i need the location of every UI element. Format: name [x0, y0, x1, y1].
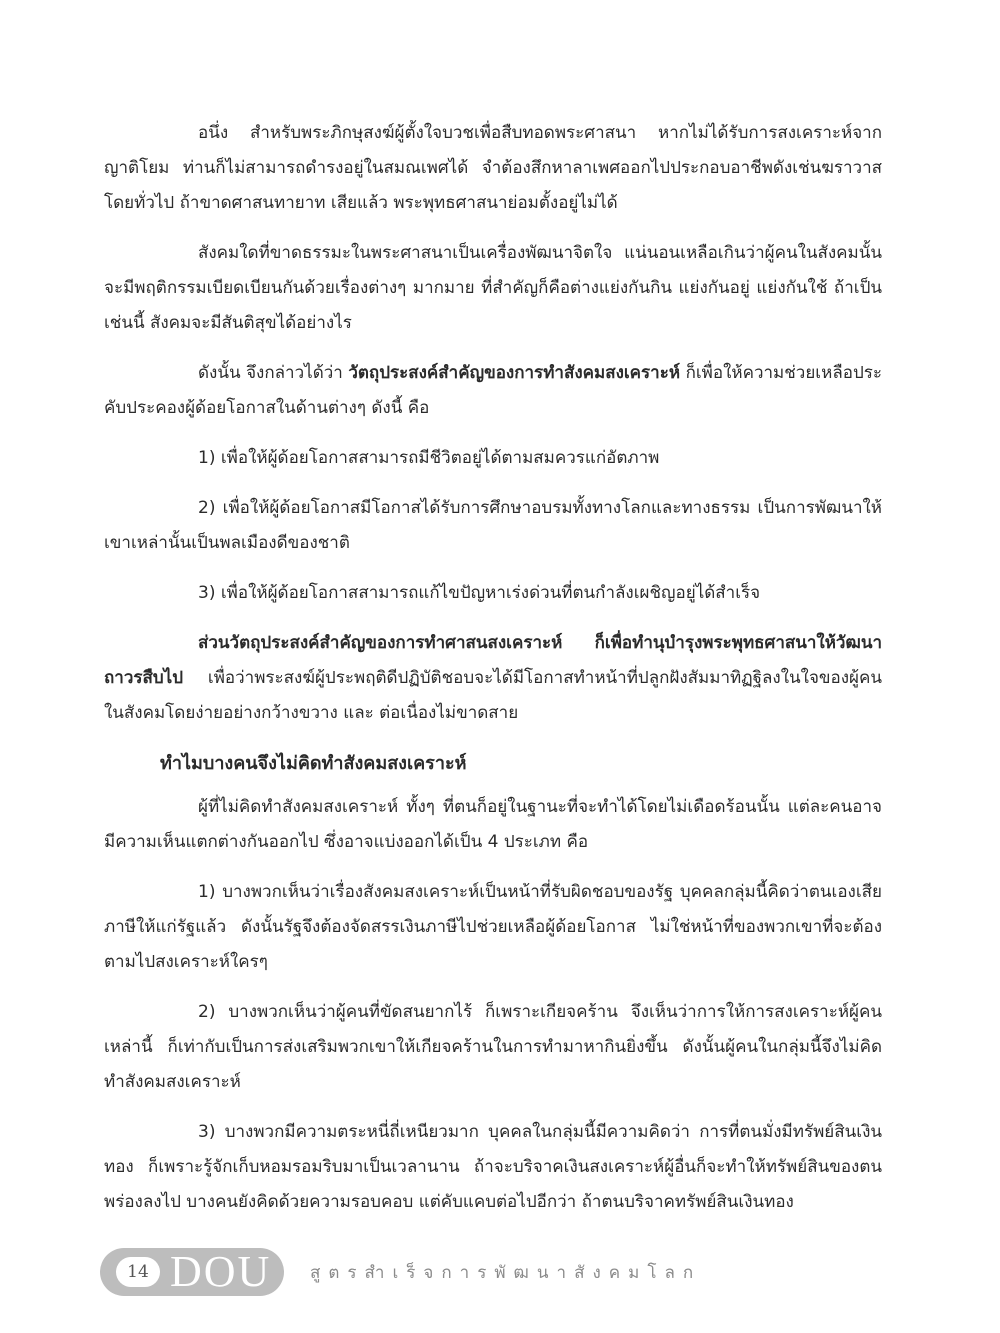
paragraph [104, 626, 882, 731]
footer-badge [100, 1248, 284, 1296]
list-item: 1) เพื่อให้ผู้ด้อยโอกาสสามารถมีชีวิตอยู่ได้ตามสมควรแก่อัตภาพ [198, 448, 660, 468]
paragraph: ผู้ที่ไม่คิดทำสังคมสงเคราะห์ ทั้งๆ ที่ตนก็อยู่ในฐานะที่จะทำได้โดยไม่เดือดร้อนนั้น แต่ละคนอาจมีความเห็นแตกต่างกันออกไป ซึ่งอาจแบ่งออกได้เป็น 4 ประเภท คือ [104, 797, 882, 852]
bold-phrase: ส่วนวัตถุประสงค์สำคัญของการทำศาสนสงเคราะห์ ก็เพื่อทำนุบำรุงพระพุทธศาสนาให้วัฒนาถาวรสืบไป [104, 633, 882, 688]
paragraph [104, 356, 882, 426]
list-item: 1) บางพวกเห็นว่าเรื่องสังคมสงเคราะห์เป็นหน้าที่รับผิดชอบของรัฐ บุคคลกลุ่มนี้คิดว่าตนเองเสียภาษีให้แก่รัฐแล้ว ดังนั้นรัฐจึงต้องจัดสรรเงินภาษีไปช่วยเหลือผู้ด้อยโอกาส ไม่ใช่หน้าที่ของพวกเขาที่จะต้องตามไปสงเคราะห์ใครๆ [104, 882, 882, 972]
list-item: 3) บางพวกมีความตระหนี่ถี่เหนียวมาก บุคคลในกลุ่มนี้มีความคิดว่า การที่ตนมั่งมีทรัพย์สินเงินทอง ก็เพราะรู้จักเก็บหอมรอมริบมาเป็นเวลานาน ถ้าจะบริจาคเงินสงเคราะห์ผู้อื่นก็จะทำให้ทรัพย์สินของตนพร่องลงไป บางคนยังคิดด้วยความรอบคอบ แต่คับแคบต่อไปอีกว่า ถ้าตนบริจาคทรัพย์สินเงินทอง [104, 1122, 882, 1212]
list-item: 3) เพื่อให้ผู้ด้อยโอกาสสามารถแก้ไขปัญหาเร่งด่วนที่ตนกำลังเผชิญอยู่ได้สำเร็จ [198, 583, 761, 603]
paragraph-text: เพื่อว่าพระสงฆ์ผู้ประพฤติดีปฏิบัติชอบจะได้มีโอกาสทำหน้าที่ปลูกฝังสัมมาทิฏฐิลงในใจของผู้คนในสังคมโดยง่ายอย่างกว้างขวาง และ ต่อเนื่องไม่ขาดสาย [104, 668, 882, 723]
paragraph-text: ก็เพื่อให้ความช่วยเหลือประคับประคองผู้ด้อยโอกาสในด้านต่างๆ ดังนี้ คือ [104, 363, 883, 418]
bold-phrase: วัตถุประสงค์สำคัญของการทำสังคมสงเคราะห์ [348, 363, 681, 383]
paragraph-text: ดังนั้น จึงกล่าวได้ว่า [198, 363, 349, 383]
paragraph: สังคมใดที่ขาดธรรมะในพระศาสนาเป็นเครื่องพัฒนาจิตใจ แน่นอนเหลือเกินว่าผู้คนในสังคมนั้นจะมีพฤติกรรมเบียดเบียนกันด้วยเรื่องต่างๆ มากมาย ที่สำคัญก็คือต่างแย่งกันกิน แย่งกันอยู่ แย่งกันใช้ ถ้าเป็นเช่นนี้ สังคมจะมีสันติสุขได้อย่างไร [104, 243, 882, 333]
paragraph: อนึ่ง สำหรับพระภิกษุสงฆ์ผู้ตั้งใจบวชเพื่อสืบทอดพระศาสนา หากไม่ได้รับการสงเคราะห์จากญาติโยม ท่านก็ไม่สามารถดำรงอยู่ในสมณเพศได้ จำต้องสึกหาลาเพศออกไปประกอบอาชีพดังเช่นฆราวาสโดยทั่วไป ถ้าขาดศาสนทายาท เสียแล้ว พระพุทธศาสนาย่อมตั้งอยู่ไม่ได้ [104, 123, 882, 213]
list-item: 2) เพื่อให้ผู้ด้อยโอกาสมีโอกาสได้รับการศึกษาอบรมทั้งทางโลกและทางธรรม เป็นการพัฒนาให้เขาเหล่านั้นเป็นพลเมืองดีของชาติ [104, 498, 882, 553]
page-body [104, 116, 882, 1235]
book-title: สูตรสำเร็จการพัฒนาสังคมโลก [310, 1262, 702, 1283]
dou-logo: DOU [170, 1247, 272, 1296]
section-heading: ทำไมบางคนจึงไม่คิดทำสังคมสงเคราะห์ [160, 753, 467, 774]
list-item: 2) บางพวกเห็นว่าผู้คนที่ขัดสนยากไร้ ก็เพราะเกียจคร้าน จึงเห็นว่าการให้การสงเคราะห์ผู้คนเหล่านี้ ก็เท่ากับเป็นการส่งเสริมพวกเขาให้เกียจคร้านในการทำมาหากินยิ่งขึ้น ดังนั้นผู้คนในกลุ่มนี้จึงไม่คิดทำสังคมสงเคราะห์ [104, 1002, 882, 1092]
page-number: 14 [116, 1257, 160, 1287]
page-footer [100, 1248, 701, 1296]
